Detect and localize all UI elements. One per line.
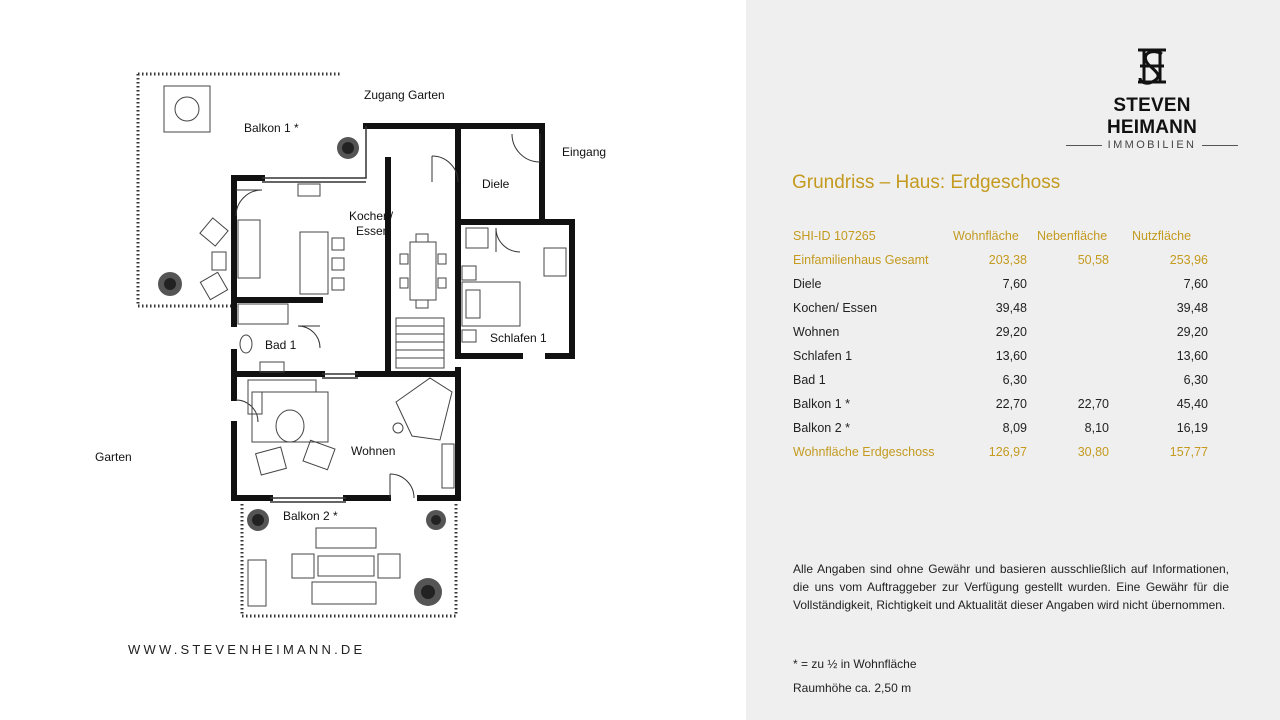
row-name: Schlafen 1 — [793, 349, 853, 363]
row-name: Balkon 2 * — [793, 421, 850, 435]
row-nutzflaeche: 157,77 — [1169, 445, 1208, 459]
row-nebenflaeche: 22,70 — [1077, 397, 1109, 411]
row-nebenflaeche — [1032, 320, 1114, 344]
row-name: Diele — [793, 277, 822, 291]
kitchen — [238, 184, 344, 294]
row-nutzflaeche: 7,60 — [1183, 277, 1208, 291]
row-nutzflaeche: 6,30 — [1183, 373, 1208, 387]
footnote: * = zu ½ in Wohnfläche — [793, 657, 917, 671]
row-wohnflaeche: 13,60 — [995, 349, 1027, 363]
disclaimer-text: Alle Angaben sind ohne Gewähr und basieren ausschließlich auf Informationen, die uns vom Auftraggeber zur Verfügung gestellt wurden. Eine Gewähr für die Vollständigkeit, Richtigkeit und Aktualität dieser Angaben wird nicht übernommen. — [793, 562, 1229, 612]
label-diele: Diele — [482, 177, 510, 191]
header-id: SHI-ID 107265 — [793, 229, 876, 243]
row-nutzflaeche: 16,19 — [1176, 421, 1208, 435]
balcony2-furniture — [248, 528, 400, 606]
brand-name: STEVEN HEIMANN — [1106, 95, 1198, 138]
label-schlafen1: Schlafen 1 — [490, 331, 547, 345]
table-row — [788, 416, 1213, 440]
balcony1-furniture — [164, 86, 228, 300]
table-row — [788, 440, 1213, 464]
row-wohnflaeche: 8,09 — [1002, 421, 1027, 435]
website-link[interactable]: WWW.STEVENHEIMANN.DE — [128, 642, 366, 657]
stairs — [396, 318, 444, 368]
area-table — [788, 224, 1213, 464]
bedroom-furniture — [462, 228, 566, 342]
row-nutzflaeche: 13,60 — [1176, 349, 1208, 363]
row-nutzflaeche: 39,48 — [1176, 301, 1208, 315]
label-bad1: Bad 1 — [265, 338, 297, 352]
header-wohnflaeche: Wohnfläche — [953, 229, 1019, 243]
table-row — [788, 344, 1213, 368]
table-row — [788, 272, 1213, 296]
row-wohnflaeche: 29,20 — [995, 325, 1027, 339]
ceiling-height-note: Raumhöhe ca. 2,50 m — [793, 681, 912, 695]
row-nebenflaeche — [1032, 344, 1114, 368]
row-nutzflaeche: 29,20 — [1176, 325, 1208, 339]
row-wohnflaeche: 39,48 — [995, 301, 1027, 315]
label-eingang: Eingang — [562, 145, 607, 159]
info-panel — [746, 0, 1280, 720]
row-name: Einfamilienhaus Gesamt — [793, 253, 929, 267]
label-balkon2: Balkon 2 * — [283, 509, 338, 523]
row-nutzflaeche: 45,40 — [1176, 397, 1208, 411]
brand-logo — [1066, 44, 1238, 151]
label-kochen: Kochen/ — [349, 209, 394, 223]
page-title: Grundriss – Haus: Erdgeschoss — [792, 172, 1061, 193]
row-nebenflaeche — [1032, 272, 1114, 296]
table-row — [788, 320, 1213, 344]
header-nutzflaeche: Nutzfläche — [1132, 229, 1192, 243]
row-name: Wohnen — [793, 325, 840, 339]
label-wohnen: Wohnen — [351, 444, 396, 458]
label-balkon1: Balkon 1 * — [244, 121, 299, 135]
row-wohnflaeche: 7,60 — [1002, 277, 1027, 291]
row-nebenflaeche — [1032, 296, 1114, 320]
row-name: Wohnfläche Erdgeschoss — [793, 445, 935, 459]
row-wohnflaeche: 203,38 — [988, 253, 1027, 267]
table-row — [788, 248, 1213, 272]
dining-table — [400, 234, 446, 308]
row-nebenflaeche: 50,58 — [1077, 253, 1109, 267]
row-name: Bad 1 — [793, 373, 826, 387]
brand-sub — [1066, 139, 1238, 151]
row-name: Kochen/ Essen — [793, 301, 878, 315]
row-wohnflaeche: 22,70 — [995, 397, 1027, 411]
table-header — [788, 224, 1213, 248]
row-nebenflaeche — [1032, 368, 1114, 392]
monogram-icon — [1130, 44, 1174, 88]
row-wohnflaeche: 126,97 — [988, 445, 1027, 459]
row-wohnflaeche: 6,30 — [1002, 373, 1027, 387]
row-nutzflaeche: 253,96 — [1169, 253, 1208, 267]
table-row — [788, 368, 1213, 392]
row-nebenflaeche: 8,10 — [1084, 421, 1109, 435]
label-essen: Essen — [356, 224, 390, 238]
living-furniture — [248, 378, 454, 488]
header-nebenflaeche: Nebenfläche — [1037, 229, 1108, 243]
table-row — [788, 392, 1213, 416]
brand-sub-text: IMMOBILIEN — [1107, 139, 1197, 151]
label-garten: Garten — [95, 450, 132, 464]
row-nebenflaeche: 30,80 — [1077, 445, 1109, 459]
label-zugang-garten: Zugang Garten — [364, 88, 445, 102]
row-name: Balkon 1 * — [793, 397, 850, 411]
table-row — [788, 296, 1213, 320]
